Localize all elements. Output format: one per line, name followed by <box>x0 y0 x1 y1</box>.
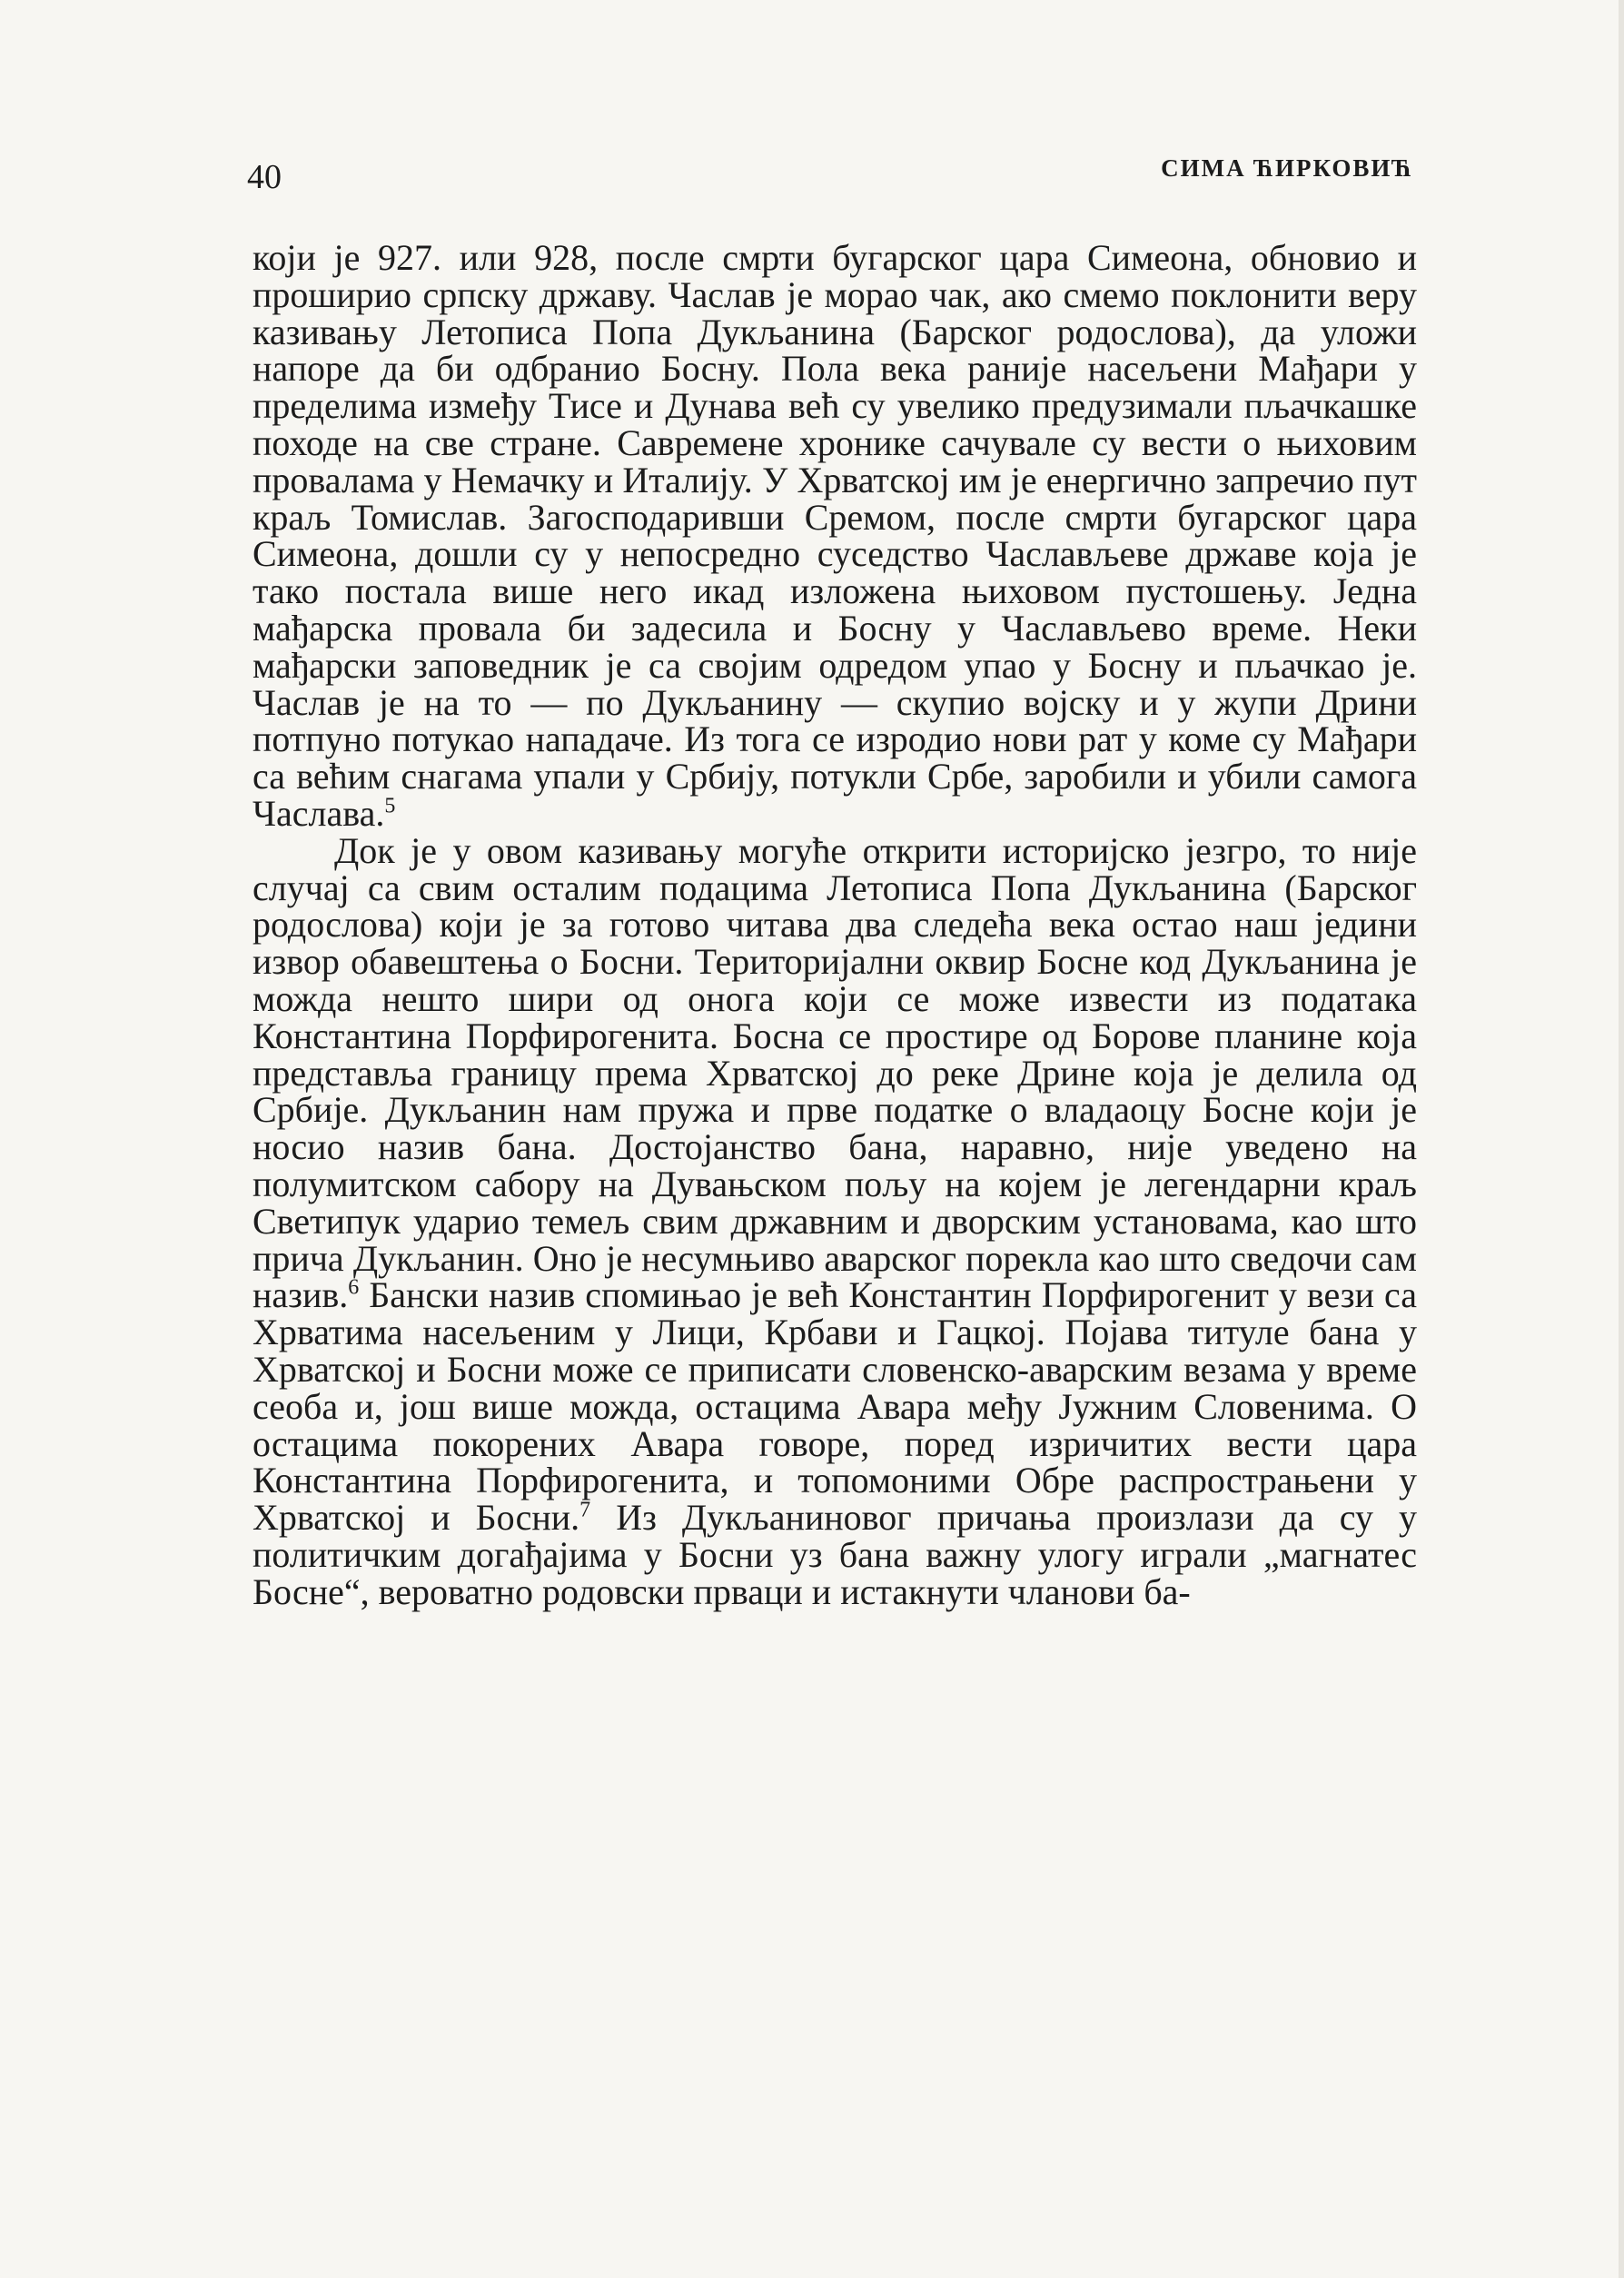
running-head: СИМА ЋИРКОВИЋ <box>1161 154 1413 182</box>
paragraph-1-text: који је 927. или 928, после смрти бугарског цара Симеона, обновио и проширио српску државу. Часлав је морао чак, ако смемо поклонити веру казивању Летописа Попа Дукљанина (Барског родослова), да уложи напоре да би одбранио Босну. Пола века раније насељени Мађари у пределима између Тисе и Дунава већ су увелико предузимали пљачкашке походе на све стране. Савремене хронике сачувале су вести о њиховим провалама у Немачку и Италију. У Хрватској им је енергично запречио пут краљ Томислав. Загосподаривши Сремом, после смрти бугарског цара Симеона, дошли су у непосредно суседство Часлављеве државе која је тако постала више него икад изложена њиховом пустошењу. Једна мађарска провала би задесила и Босну у Часлављево време. Неки мађарски заповедник је са својим одредом упао у Босну и пљачкао је. Часлав је на то — по Дукљанину — скупио војску и у жупи Дрини потпуно потукао нападаче. Из тога се изродио нови рат у коме су Мађари са већим снагама упали у Србију, потукли Србе, заробили и убили самога Часлава. <box>253 237 1417 834</box>
paragraph-1 <box>253 237 1417 834</box>
paragraph-2 <box>253 829 1417 1612</box>
footnote-ref-5: 5 <box>384 794 396 818</box>
paragraph-2-text-part-2: Бански назив спомињао је већ Константин Порфирогенит у вези са Хрватима насељеним у Лици, Крбави и Гацкој. Појава титуле бана у Хрватској и Босни може се приписати словенско-аварским везама у време сеоба и, још више можда, остацима Авара међу Јужним Словенима. О остацима покорених Авара говоре, поред изричитих вести цара Константина Порфирогенита, и топомоними Обре распрострањени у Хрватској и Босни. <box>253 1274 1417 1539</box>
body-text <box>253 237 1417 1612</box>
footnote-ref-7: 7 <box>579 1498 591 1522</box>
page-number: 40 <box>247 158 282 196</box>
paragraph-2-text-part-1: Док је у овом казивању могуће открити историјско језгро, то није случај са свим осталим подацима Летописа Попа Дукљанина (Барског родослова) који је за готово читава два следећа века остао наш једини извор обавештења о Босни. Територијални оквир Босне код Дукљанина је можда нешто шири од онога који се може извести из података Константина Порфирогенита. Босна се простире од Борове планине која представља границу према Хрватској до реке Дрине која је делила од Србије. Дукљанин нам пружа и прве податке о владаоцу Босне који је носио назив бана. Достојанство бана, наравно, није уведено на полумитском сабору на Дувањском пољу на којем је легендарни краљ Светипук ударио темељ свим државним и дворским установама, као што прича Дукљанин. Оно је несумњиво аварског порекла као што сведочи сам назив. <box>253 829 1417 1316</box>
footnote-ref-6: 6 <box>348 1275 360 1300</box>
paragraph-2-text-part-3: Из Дукљаниновог причања произлази да су у политичким догађајима у Босни уз бана важну улогу играли „магнатес Босне“, вероватно родовски прваци и истакнути чланови ба- <box>253 1497 1417 1612</box>
scan-edge <box>1619 0 1624 2278</box>
